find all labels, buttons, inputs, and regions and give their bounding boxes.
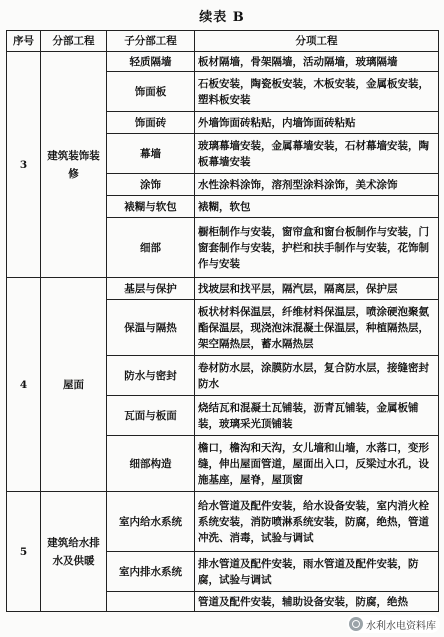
subdivision-name: 室内排水系统 bbox=[107, 552, 195, 592]
header-num: 序号 bbox=[7, 31, 41, 52]
item-list: 找坡层和找平层，隔汽层，隔离层，保护层 bbox=[195, 278, 439, 300]
subdivision-name: 细部 bbox=[107, 218, 195, 278]
item-list: 管道及配件安装，辅助设备安装，防腐，绝热 bbox=[195, 592, 439, 612]
subdivision-name bbox=[107, 592, 195, 612]
subdivision-name: 轻质隔墙 bbox=[107, 52, 195, 72]
header-items: 分项工程 bbox=[195, 31, 439, 52]
item-list: 板材隔墙，骨架隔墙，活动隔墙，玻璃隔墙 bbox=[195, 52, 439, 72]
subdivision-name: 保温与隔热 bbox=[107, 300, 195, 356]
table-row bbox=[7, 492, 439, 552]
subdivision-name: 裱糊与软包 bbox=[107, 196, 195, 218]
table-title: 续表 B bbox=[199, 10, 245, 25]
header-row bbox=[7, 31, 439, 52]
wechat-icon bbox=[349, 617, 363, 631]
subdivision-name: 瓦面与板面 bbox=[107, 396, 195, 436]
row-number: 3 bbox=[7, 52, 41, 278]
subdivision-name: 涂饰 bbox=[107, 174, 195, 196]
item-list: 檐口，檐沟和天沟，女儿墙和山墙，水落口，变形缝，伸出屋面管道，屋面出入口，反梁过水孔，设施基座，屋脊，屋顶窗 bbox=[195, 436, 439, 492]
item-list: 石板安装，陶瓷板安装，木板安装，金属板安装，塑料板安装 bbox=[195, 72, 439, 112]
division-table bbox=[6, 30, 439, 612]
item-list: 水性涂料涂饰，溶剂型涂料涂饰，美术涂饰 bbox=[195, 174, 439, 196]
item-list: 烧结瓦和混凝土瓦铺装，沥青瓦铺装，金属板铺装，玻璃采光顶铺装 bbox=[195, 396, 439, 436]
subdivision-name: 室内给水系统 bbox=[107, 492, 195, 552]
item-list: 排水管道及配件安装，雨水管道及配件安装，防腐，试验与调试 bbox=[195, 552, 439, 592]
item-list: 玻璃幕墙安装，金属幕墙安装，石材幕墙安装，陶板幕墙安装 bbox=[195, 134, 439, 174]
item-list: 卷材防水层，涂膜防水层，复合防水层，接缝密封防水 bbox=[195, 356, 439, 396]
header-division: 分部工程 bbox=[41, 31, 107, 52]
row-number: 5 bbox=[7, 492, 41, 612]
subdivision-name: 防水与密封 bbox=[107, 356, 195, 396]
item-list: 裱糊，软包 bbox=[195, 196, 439, 218]
watermark-text: 水利水电资料库 bbox=[366, 620, 436, 632]
item-list: 外墙饰面砖粘贴，内墙饰面砖粘贴 bbox=[195, 112, 439, 134]
subdivision-name: 细部构造 bbox=[107, 436, 195, 492]
division-name: 建筑给水排水及供暖 bbox=[41, 492, 107, 612]
table-row bbox=[7, 278, 439, 300]
subdivision-name: 饰面板 bbox=[107, 72, 195, 112]
row-number: 4 bbox=[7, 278, 41, 492]
item-list: 橱柜制作与安装，窗帘盒和窗台板制作与安装，门窗套制作与安装，护栏和扶手制作与安装，花饰制作与安装 bbox=[195, 218, 439, 278]
header-subdivision: 子分部工程 bbox=[107, 31, 195, 52]
table-row bbox=[7, 52, 439, 72]
item-list: 给水管道及配件安装，给水设备安装，室内消火栓系统安装，消防喷淋系统安装，防腐，绝热，管道冲洗、消毒，试验与调试 bbox=[195, 492, 439, 552]
division-name: 屋面 bbox=[41, 278, 107, 492]
subdivision-name: 基层与保护 bbox=[107, 278, 195, 300]
subdivision-name: 饰面砖 bbox=[107, 112, 195, 134]
item-list: 板状材料保温层，纤维材料保温层，喷涂硬泡聚氨酯保温层，现浇泡沫混凝土保温层，种植隔热层，架空隔热层，蓄水隔热层 bbox=[195, 300, 439, 356]
watermark-badge bbox=[347, 615, 440, 633]
subdivision-name: 幕墙 bbox=[107, 134, 195, 174]
division-name: 建筑装饰装修 bbox=[41, 52, 107, 278]
